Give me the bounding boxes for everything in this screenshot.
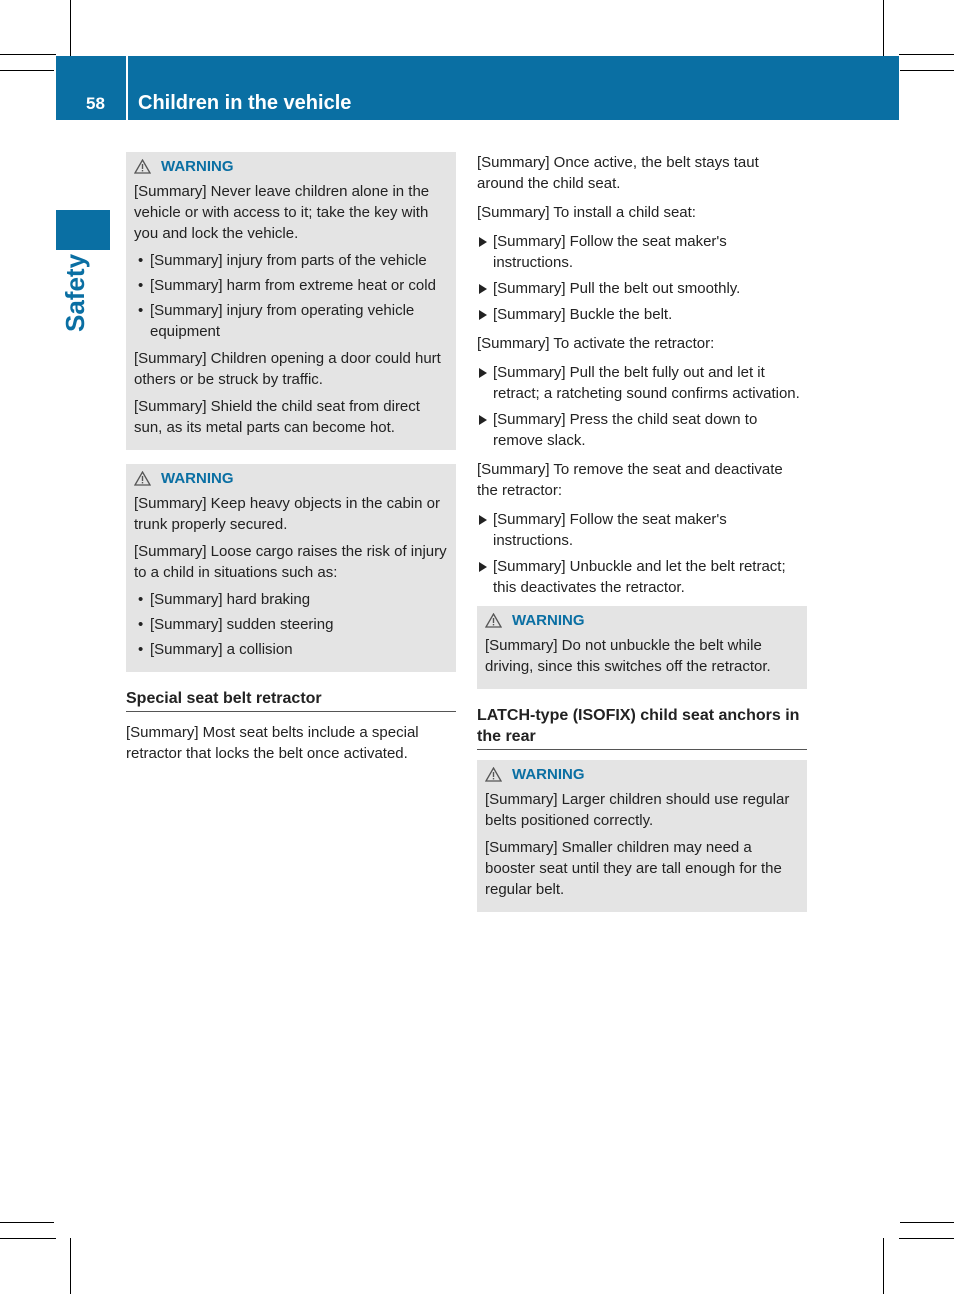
- list-item: • [Summary] sudden steering: [134, 614, 448, 635]
- warning-list: [134, 250, 448, 342]
- crop-mark: [0, 70, 54, 71]
- warning-header: [485, 764, 799, 785]
- step-item: [Summary] Pull the belt fully out and let it retract; a ratcheting sound confirms activation.: [477, 362, 807, 404]
- step-item: [Summary] Follow the seat maker's instructions.: [477, 231, 807, 273]
- body-text: [Summary] Once active, the belt stays taut around the child seat.: [477, 154, 759, 192]
- warning-text: [Summary] Shield the child seat from direct sun, as its metal parts can become hot.: [134, 398, 420, 436]
- list-item: • [Summary] injury from operating vehicle equipment: [134, 300, 448, 342]
- page-title: Children in the vehicle: [138, 92, 352, 114]
- warning-triangle-icon: [485, 613, 502, 628]
- warning-text: [Summary] Keep heavy objects in the cabin or trunk properly secured.: [134, 495, 440, 533]
- section-side-label: Safety: [60, 253, 90, 332]
- crop-mark: [899, 54, 954, 55]
- crop-mark: [70, 0, 71, 56]
- warning-triangle-icon: [485, 767, 502, 782]
- section-heading: Special seat belt retractor: [126, 688, 456, 712]
- body-text: [Summary] Most seat belts include a special retractor that locks the belt once activated.: [126, 724, 419, 762]
- header-divider: [126, 56, 128, 120]
- warning-label: WARNING: [512, 766, 585, 783]
- instruction-intro: [Summary] To activate the retractor:: [477, 335, 715, 352]
- crop-mark: [70, 1238, 71, 1294]
- warning-box: [477, 606, 807, 689]
- warning-text: [Summary] Children opening a door could hurt others or be struck by traffic.: [134, 350, 441, 388]
- warning-text: [Summary] Never leave children alone in the vehicle or with access to it; take the key with you and lock the vehicle.: [134, 183, 430, 242]
- step-item: [Summary] Unbuckle and let the belt retract; this deactivates the retractor.: [477, 556, 807, 598]
- list-item: • [Summary] injury from parts of the vehicle: [134, 250, 448, 271]
- warning-text: [Summary] Larger children should use regular belts positioned correctly.: [485, 791, 790, 829]
- section-tab: [56, 210, 110, 250]
- instruction-steps: [477, 509, 807, 598]
- warning-header: [134, 156, 448, 177]
- warning-triangle-icon: [134, 159, 151, 174]
- crop-mark: [899, 1238, 954, 1239]
- crop-mark: [900, 1222, 954, 1223]
- page-header: [56, 56, 899, 120]
- crop-mark: [900, 70, 954, 71]
- instruction-intro: [Summary] To install a child seat:: [477, 204, 696, 221]
- warning-box: [126, 152, 456, 450]
- step-item: [Summary] Follow the seat maker's instructions.: [477, 509, 807, 551]
- page-number: 58: [86, 94, 105, 113]
- warning-text: [Summary] Do not unbuckle the belt while driving, since this switches off the retractor.: [485, 637, 771, 675]
- instruction-steps: [477, 231, 807, 325]
- step-item: [Summary] Press the child seat down to remove slack.: [477, 409, 807, 451]
- warning-box: [126, 464, 456, 672]
- warning-text: [Summary] Loose cargo raises the risk of injury to a child in situations such as:: [134, 543, 447, 581]
- warning-box: [477, 760, 807, 912]
- list-item: • [Summary] hard braking: [134, 589, 448, 610]
- warning-label: WARNING: [161, 158, 234, 175]
- warning-label: WARNING: [161, 470, 234, 487]
- crop-mark: [0, 54, 56, 55]
- crop-mark: [0, 1222, 54, 1223]
- instruction-intro: [Summary] To remove the seat and deactivate the retractor:: [477, 461, 783, 499]
- crop-mark: [0, 1238, 56, 1239]
- list-item: • [Summary] a collision: [134, 639, 448, 660]
- step-item: [Summary] Pull the belt out smoothly.: [477, 278, 807, 299]
- section-heading: LATCH-type (ISOFIX) child seat anchors in the rear: [477, 705, 807, 750]
- crop-mark: [883, 1238, 884, 1294]
- warning-label: WARNING: [512, 612, 585, 629]
- warning-header: [485, 610, 799, 631]
- right-column: [477, 152, 807, 926]
- warning-list: [134, 589, 448, 660]
- crop-mark: [883, 0, 884, 56]
- warning-header: [134, 468, 448, 489]
- warning-text: [Summary] Smaller children may need a booster seat until they are tall enough for the regular belt.: [485, 839, 782, 898]
- warning-triangle-icon: [134, 471, 151, 486]
- instruction-steps: [477, 362, 807, 451]
- left-column: [126, 152, 456, 772]
- list-item: • [Summary] harm from extreme heat or cold: [134, 275, 448, 296]
- step-item: [Summary] Buckle the belt.: [477, 304, 807, 325]
